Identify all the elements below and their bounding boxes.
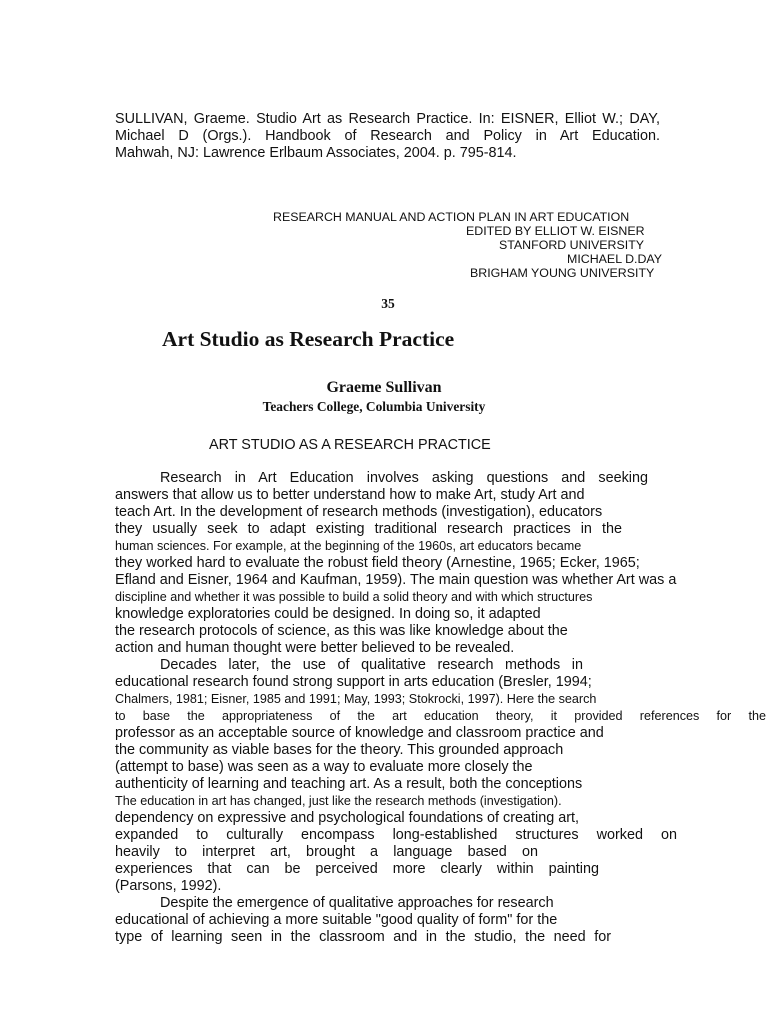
book-series-title: RESEARCH MANUAL AND ACTION PLAN IN ART EDUCATION (273, 210, 630, 224)
body-line: type of learning seen in the classroom and in the studio, the need for (115, 929, 611, 945)
body-line: the research protocols of science, as this was like knowledge about the (115, 623, 568, 639)
body-line: answers that allow us to better understand how to make Art, study Art and (115, 487, 585, 503)
body-line: teach Art. In the development of research methods (investigation), educators (115, 504, 603, 520)
body-line: Chalmers, 1981; Eisner, 1985 and 1991; May, 1993; Stokrocki, 1997). Here the search (115, 692, 597, 706)
author-affiliation: Teachers College, Columbia University (262, 399, 486, 414)
reference-line: Mahwah, NJ: Lawrence Erlbaum Associates, 2004. p. 795-814. (115, 145, 517, 161)
editor-line: MICHAEL D.DAY (567, 252, 663, 266)
body-line: Research in Art Education involves asking questions and seeking (160, 470, 648, 486)
section-heading: ART STUDIO AS A RESEARCH PRACTICE (209, 437, 491, 453)
body-line: experiences that can be perceived more clearly within painting (115, 861, 599, 877)
body-line: educational research found strong support in arts education (Bresler, 1994; (115, 674, 592, 690)
page-number: 35 (381, 296, 395, 311)
body-line: Efland and Eisner, 1964 and Kaufman, 1959). The main question was whether Art was a (115, 572, 677, 588)
body-line: (Parsons, 1992). (115, 878, 222, 894)
editor-affiliation: BRIGHAM YOUNG UNIVERSITY (470, 266, 655, 280)
body-line: knowledge exploratories could be designed. In doing so, it adapted (115, 606, 541, 622)
body-line: they worked hard to evaluate the robust field theory (Arnestine, 1965; Ecker, 1965; (115, 555, 640, 571)
body-line: action and human thought were better believed to be revealed. (115, 640, 515, 656)
editor-affiliation: STANFORD UNIVERSITY (499, 238, 645, 252)
body-line: the community as viable bases for the theory. This grounded approach (115, 742, 564, 758)
chapter-title: Art Studio as Research Practice (162, 327, 455, 351)
body-line: The education in art has changed, just like the research methods (investigation). (115, 794, 562, 808)
body-line: professor as an acceptable source of knowledge and classroom practice and (115, 725, 604, 741)
reference-line: SULLIVAN, Graeme. Studio Art as Research Practice. In: EISNER, Elliot W.; DAY, (115, 111, 660, 127)
body-line: heavily to interpret art, brought a language based on (115, 844, 538, 860)
body-line: discipline and whether it was possible to build a solid theory and with which structures (115, 590, 593, 604)
editor-line: EDITED BY ELLIOT W. EISNER (466, 224, 645, 238)
bibliographic-reference (115, 111, 660, 162)
body-line: authenticity of learning and teaching art. As a result, both the conceptions (115, 776, 583, 792)
body-line: expanded to culturally encompass long-established structures worked on (115, 827, 677, 843)
body-line: (attempt to base) was seen as a way to evaluate more closely the (115, 759, 533, 775)
body-line: they usually seek to adapt existing traditional research practices in the (115, 521, 622, 537)
body-line: dependency on expressive and psychological foundations of creating art, (115, 810, 579, 826)
reference-line: Michael D (Orgs.). Handbook of Research and Policy in Art Education. (115, 128, 660, 144)
body-line: Despite the emergence of qualitative approaches for research (160, 895, 554, 911)
body-line: Decades later, the use of qualitative research methods in (160, 657, 583, 673)
body-line: to base the appropriateness of the art education theory, it provided references for the (115, 709, 766, 723)
body-line: educational of achieving a more suitable "good quality of form" for the (115, 912, 558, 928)
body-line: human sciences. For example, at the beginning of the 1960s, art educators became (115, 539, 582, 553)
author-name: Graeme Sullivan (326, 379, 442, 396)
